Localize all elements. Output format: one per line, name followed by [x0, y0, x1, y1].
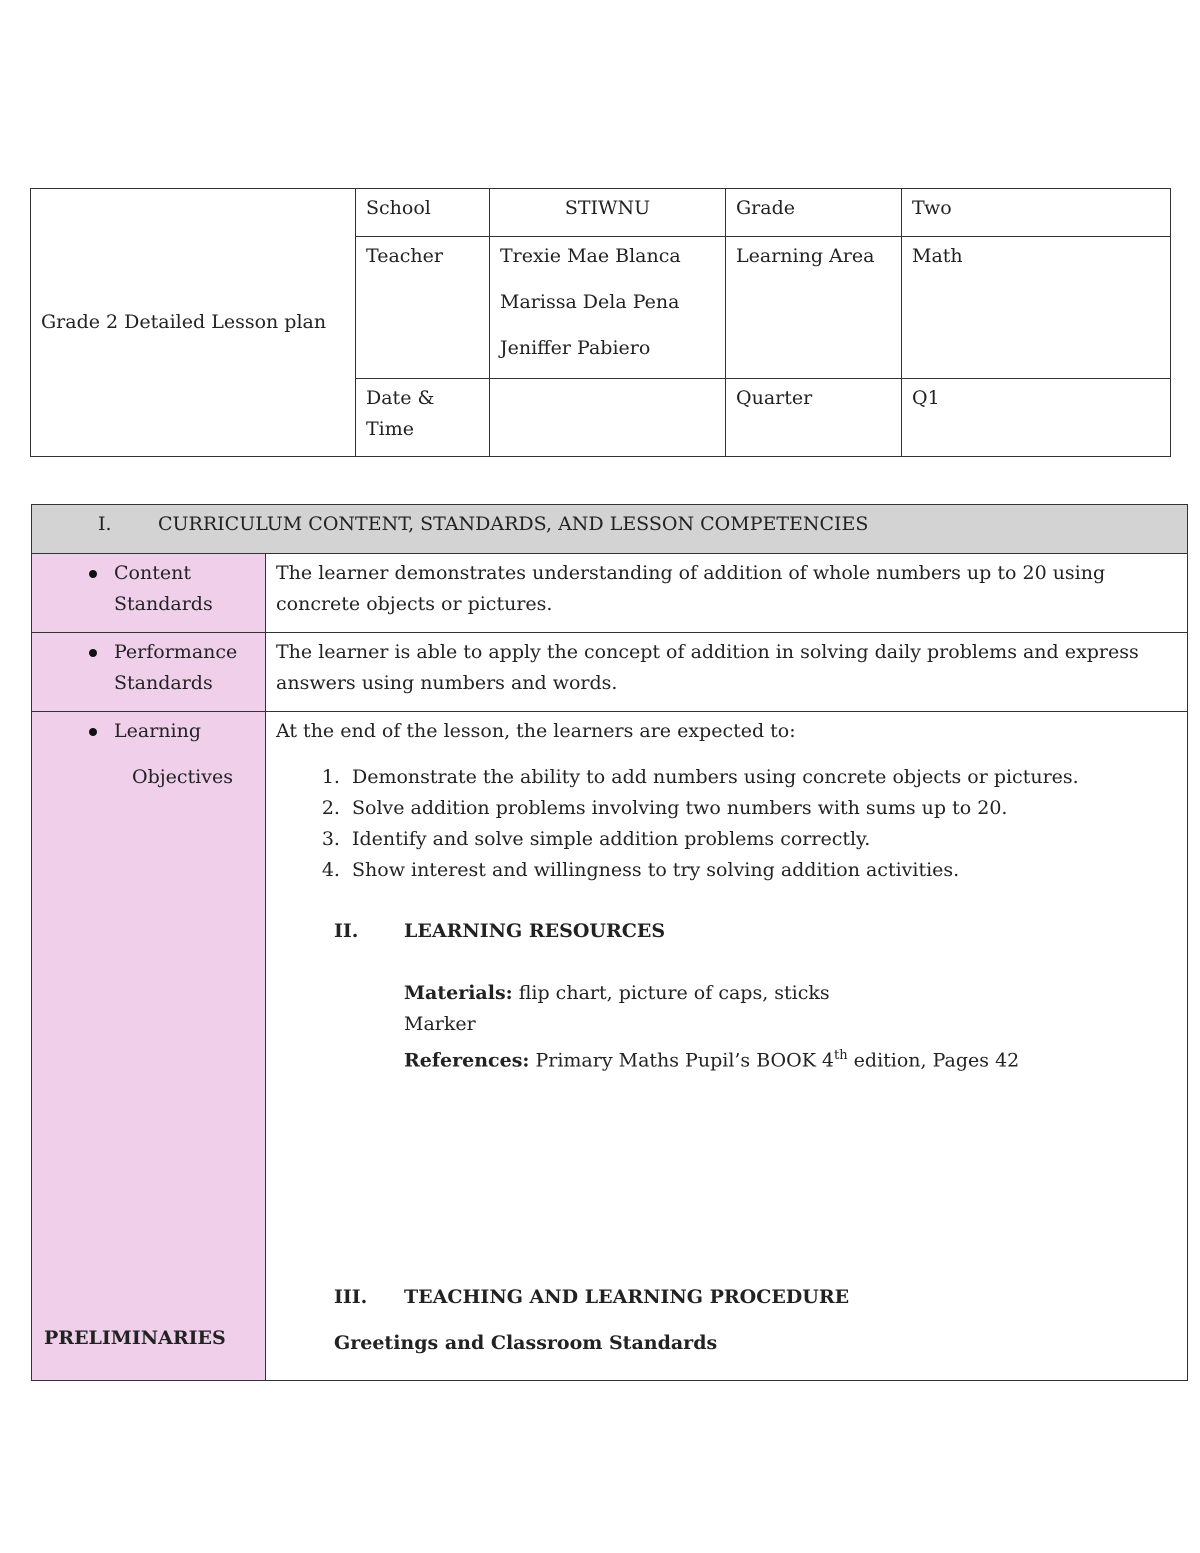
teacher-name: Marissa Dela Pena [500, 291, 680, 313]
learning-objectives-label: Learning Objectives PRELIMINARIES [32, 712, 266, 1381]
school-value: STIWNU [490, 189, 726, 237]
procedure-heading: III. TEACHING AND LEARNING PROCEDURE [334, 1286, 850, 1309]
curriculum-table [31, 504, 1188, 1381]
date-time-value [490, 379, 726, 457]
school-label: School [356, 189, 490, 237]
learning-objectives-content [266, 712, 1188, 1381]
greetings-heading: Greetings and Classroom Standards [334, 1332, 718, 1355]
objective-item: 4. Show interest and willingness to try solving addition activities. [346, 855, 1177, 886]
resources-marker: Marker [404, 1013, 476, 1035]
teacher-names [490, 237, 726, 379]
grade-value: Two [902, 189, 1171, 237]
resources-references: References: Primary Maths Pupil’s BOOK 4th edition, Pages 42 [404, 1048, 1020, 1072]
preliminaries-label: PRELIMINARIES [44, 1327, 226, 1349]
section-numeral: I. [98, 513, 112, 535]
objective-item: 2. Solve addition problems involving two numbers with sums up to 20. [346, 793, 1177, 824]
performance-standards-label: Performance Standards [32, 633, 266, 712]
lesson-info-table [30, 188, 1171, 457]
lesson-plan-title: Grade 2 Detailed Lesson plan [31, 189, 356, 457]
performance-standards-text: The learner is able to apply the concept of addition in solving daily problems and express answers using numbers and words. [266, 633, 1188, 712]
objectives-intro: At the end of the lesson, the learners are expected to: [276, 720, 796, 742]
objective-item: 1. Demonstrate the ability to add numbers using concrete objects or pictures. [346, 762, 1177, 793]
quarter-value: Q1 [902, 379, 1171, 457]
grade-label: Grade [726, 189, 902, 237]
content-standards-text: The learner demonstrates understanding of addition of whole numbers up to 20 using concrete objects or pictures. [266, 554, 1188, 633]
date-time-label: Date & Time [356, 379, 490, 457]
quarter-label: Quarter [726, 379, 902, 457]
learning-area-label: Learning Area [726, 237, 902, 379]
teacher-label: Teacher [356, 237, 490, 379]
section-header-curriculum [32, 505, 1188, 554]
learning-area-value: Math [902, 237, 1171, 379]
teacher-name: Trexie Mae Blanca [500, 245, 681, 267]
resources-heading: II. LEARNING RESOURCES [334, 920, 666, 942]
teacher-name: Jeniffer Pabiero [500, 337, 651, 359]
resources-materials: Materials: flip chart, picture of caps, sticks [404, 982, 830, 1004]
section-title: CURRICULUM CONTENT, STANDARDS, AND LESSON COMPETENCIES [158, 513, 869, 535]
objective-item: 3. Identify and solve simple addition problems correctly. [346, 824, 1177, 855]
content-standards-label: Content Standards [32, 554, 266, 633]
objectives-list [276, 762, 1177, 886]
